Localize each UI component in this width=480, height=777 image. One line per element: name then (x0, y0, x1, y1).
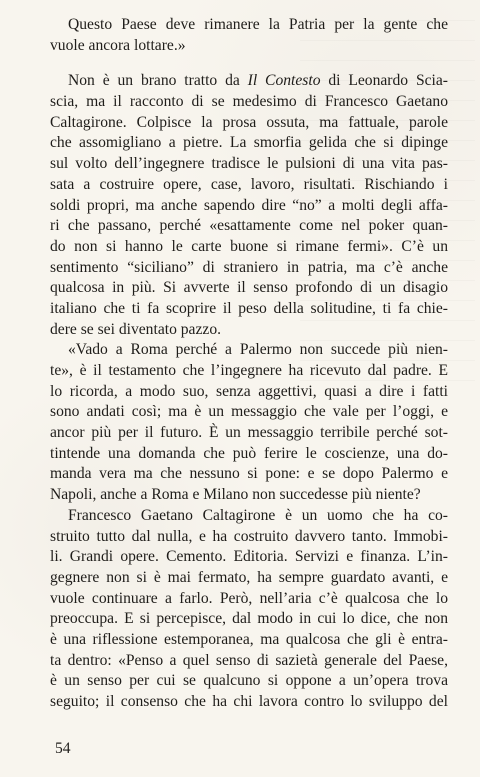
text-line: sentimento “siciliano” di straniero in patria, ma c’è anche (50, 258, 448, 276)
text-line: scia, ma il racconto di se medesimo di Francesco Gaetano (50, 93, 448, 111)
text-line: li. Grandi opere. Cemento. Editoria. Servizi e finanza. L’in- (50, 548, 448, 566)
text-line: soldi propri, ma anche sapendo dire “no” a molti degli affa- (50, 196, 448, 214)
text-line: gegnere non si è mai fermato, ha sempre guardato avanti, e (50, 568, 448, 586)
text-line: dere se sei diventato pazzo. (50, 320, 222, 338)
text-line: do non si hanno le carte buone si rimane fermi». C’è un (50, 237, 448, 255)
text-line: ancor più per il futuro. È un messaggio terribile perché sot- (50, 424, 448, 442)
text-line: sata a costruire opere, case, lavoro, risultati. Rischiando i (50, 175, 448, 193)
text-line: è una riflessione estemporanea, ma qualcosa che gli è entra- (50, 630, 448, 648)
book-title: Il Contesto (247, 72, 321, 90)
text-line: «Vado a Roma perché a Palermo non succede più nien- (68, 341, 448, 359)
text-line: italiano che ti fa scoprire il peso della solitudine, ti fa chie- (50, 299, 448, 317)
text-line: seguito; il consenso che ha chi lavora contro lo sviluppo del (50, 693, 448, 710)
text-line: preoccupa. E si percepisce, dal modo in cui lo dice, che non (50, 610, 448, 628)
text-segment: Non è un brano tratto da (68, 72, 248, 90)
text-line: struito tutto dal nulla, e ha costruito davvero tanto. Immobi- (50, 527, 448, 545)
text-line: lo ricorda, a modo suo, senza aggettivi, quasi a dire i fatti (50, 382, 448, 400)
text-line (50, 71, 448, 92)
text-line: te», è il testamento che l’ingegnere ha ricevuto dal padre. E (50, 362, 448, 379)
paragraph-gap (50, 56, 448, 71)
page-number: 54 (55, 740, 71, 757)
text-line: Francesco Gaetano Caltagirone è un uomo che ha co- (68, 506, 448, 524)
text-line: Napoli, anche a Roma e Milano non succedesse più niente? (50, 486, 421, 504)
text-line: qualcosa in più. Si avverte il senso profondo di un disagio (50, 279, 448, 297)
text-segment: di Leonardo Scia- (320, 72, 448, 90)
text-line: sono andati così; ma è un messaggio che vale per l’oggi, e (50, 403, 448, 421)
text-line: Questo Paese deve rimanere la Patria per la gente che (68, 16, 448, 33)
text-line: ta dentro: «Penso a quel senso di sazietà generale del Paese, (50, 651, 448, 669)
text-line: vuole ancora lottare.» (50, 36, 186, 54)
text-line: tintende una domanda che può ferire le coscienze, una do- (50, 444, 448, 462)
text-line: vuole continuare a farlo. Però, nell’aria c’è qualcosa che lo (50, 589, 448, 607)
text-line: Caltagirone. Colpisce la prosa ossuta, ma fattuale, parole (50, 113, 448, 131)
text-line: manda vera ma che nessuno si pone: e se dopo Palermo e (50, 465, 448, 483)
page-body-text (50, 15, 448, 713)
text-line: che assomigliano a pietre. La smorfia gelida che si dipinge (50, 134, 448, 152)
text-line: è un senso per cui se qualcuno si oppone a un’opera trova (50, 672, 448, 690)
text-line: ri che passano, perché «esattamente come nel poker quan- (50, 217, 448, 235)
text-line: sul volto dell’ingegnere tradisce le pulsioni di una vita pas- (50, 155, 448, 173)
